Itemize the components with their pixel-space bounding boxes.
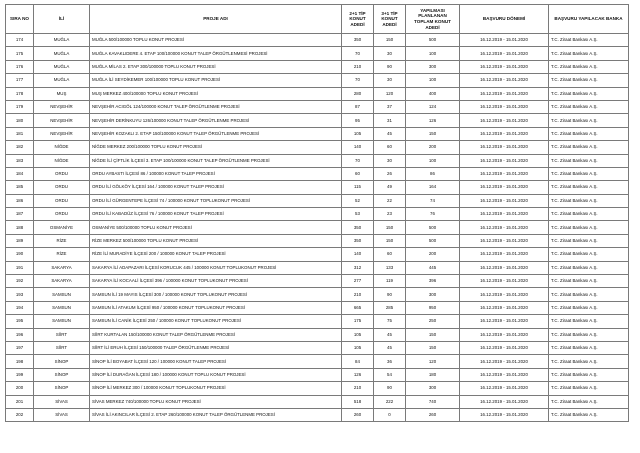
cell-basvuru-donemi: 16.12.2019 - 15.01.2020 bbox=[460, 355, 549, 368]
header-banka: BAŞVURU YAPILACAK BANKA bbox=[549, 5, 629, 34]
cell-il: SAKARYA bbox=[34, 261, 90, 274]
cell-sira-no: 200 bbox=[6, 382, 34, 395]
cell-sira-no: 193 bbox=[6, 288, 34, 301]
table-row bbox=[6, 408, 629, 421]
cell-sira-no: 179 bbox=[6, 100, 34, 113]
cell-sira-no: 176 bbox=[6, 60, 34, 73]
cell-basvuru-donemi: 16.12.2019 - 15.01.2020 bbox=[460, 74, 549, 87]
cell-banka: T.C. Ziraat Bankası A.Ş. bbox=[549, 301, 629, 314]
cell-banka: T.C. Ziraat Bankası A.Ş. bbox=[549, 181, 629, 194]
cell-banka: T.C. Ziraat Bankası A.Ş. bbox=[549, 248, 629, 261]
cell-konut-2-1: 70 bbox=[342, 47, 374, 60]
cell-il: SİVAS bbox=[34, 408, 90, 421]
cell-basvuru-donemi: 16.12.2019 - 15.01.2020 bbox=[460, 234, 549, 247]
header-konut-2-1: 2+1 TİP KONUT ADEDİ bbox=[342, 5, 374, 34]
table-row bbox=[6, 74, 629, 87]
cell-basvuru-donemi: 16.12.2019 - 15.01.2020 bbox=[460, 127, 549, 140]
cell-toplam-konut: 300 bbox=[406, 382, 460, 395]
table-row bbox=[6, 154, 629, 167]
table-row bbox=[6, 114, 629, 127]
cell-konut-3-1: 37 bbox=[374, 100, 406, 113]
cell-proje-adi: SAMSUN İLİ ATAKUM İLÇESİ 950 / 100000 KONUT TOPLUKONUT PROJESİ bbox=[90, 301, 342, 314]
cell-proje-adi: SAMSUN İLİ 19 MAYIS İLÇESİ 300 / 100000 KONUT TOPLUKONUT PROJESİ bbox=[90, 288, 342, 301]
cell-konut-3-1: 30 bbox=[374, 154, 406, 167]
project-table-sheet bbox=[5, 4, 628, 422]
cell-banka: T.C. Ziraat Bankası A.Ş. bbox=[549, 221, 629, 234]
cell-basvuru-donemi: 16.12.2019 - 15.01.2020 bbox=[460, 368, 549, 381]
cell-konut-3-1: 90 bbox=[374, 60, 406, 73]
header-row bbox=[6, 5, 629, 34]
cell-konut-2-1: 312 bbox=[342, 261, 374, 274]
cell-banka: T.C. Ziraat Bankası A.Ş. bbox=[549, 114, 629, 127]
header-proje-adi: PROJE ADI bbox=[90, 5, 342, 34]
cell-il: SİVAS bbox=[34, 395, 90, 408]
cell-konut-3-1: 49 bbox=[374, 181, 406, 194]
cell-basvuru-donemi: 16.12.2019 - 15.01.2020 bbox=[460, 87, 549, 100]
cell-basvuru-donemi: 16.12.2019 - 15.01.2020 bbox=[460, 341, 549, 354]
cell-basvuru-donemi: 16.12.2019 - 15.01.2020 bbox=[460, 60, 549, 73]
cell-sira-no: 190 bbox=[6, 248, 34, 261]
table-row bbox=[6, 301, 629, 314]
table-row bbox=[6, 181, 629, 194]
cell-toplam-konut: 164 bbox=[406, 181, 460, 194]
cell-proje-adi: MUĞLA KAVAKLIDERE 4. ETAP 100/100000 KONUT TALEP ÖRGÜTLENMESİ PROJESİ bbox=[90, 47, 342, 60]
cell-il: SAMSUN bbox=[34, 288, 90, 301]
cell-il: NİĞDE bbox=[34, 154, 90, 167]
cell-basvuru-donemi: 16.12.2019 - 15.01.2020 bbox=[460, 167, 549, 180]
cell-toplam-konut: 396 bbox=[406, 275, 460, 288]
table-row bbox=[6, 34, 629, 47]
cell-proje-adi: ORDU AYBASTI İLÇESİ 86 / 100000 KONUT TALEP PROJESİ bbox=[90, 167, 342, 180]
table-row bbox=[6, 194, 629, 207]
cell-konut-3-1: 30 bbox=[374, 74, 406, 87]
cell-il: NEVŞEHİR bbox=[34, 127, 90, 140]
cell-proje-adi: MUĞLA 500/100000 TOPLU KONUT PROJESİ bbox=[90, 34, 342, 47]
cell-toplam-konut: 500 bbox=[406, 234, 460, 247]
cell-banka: T.C. Ziraat Bankası A.Ş. bbox=[549, 74, 629, 87]
cell-proje-adi: SİİRT İLİ ERUH İLÇESİ 150/100000 TALEP ÖRGÜTLENME PROJESİ bbox=[90, 341, 342, 354]
cell-il: SAKARYA bbox=[34, 275, 90, 288]
cell-proje-adi: RİZE MERKEZ 500/100000 TOPLU KONUT PROJESİ bbox=[90, 234, 342, 247]
cell-konut-3-1: 90 bbox=[374, 288, 406, 301]
cell-konut-3-1: 60 bbox=[374, 141, 406, 154]
cell-banka: T.C. Ziraat Bankası A.Ş. bbox=[549, 382, 629, 395]
cell-proje-adi: NEVŞEHİR KOZAKLI 2. ETAP 150/100000 KONUT TALEP ÖRGÜTLENME PROJESİ bbox=[90, 127, 342, 140]
cell-il: ORDU bbox=[34, 194, 90, 207]
cell-konut-3-1: 119 bbox=[374, 275, 406, 288]
cell-proje-adi: RİZE İLİ MURADİYE İLÇESİ 200 / 100000 KONUT TALEP PROJESİ bbox=[90, 248, 342, 261]
cell-basvuru-donemi: 16.12.2019 - 15.01.2020 bbox=[460, 275, 549, 288]
cell-banka: T.C. Ziraat Bankası A.Ş. bbox=[549, 328, 629, 341]
cell-basvuru-donemi: 16.12.2019 - 15.01.2020 bbox=[460, 47, 549, 60]
cell-konut-2-1: 53 bbox=[342, 208, 374, 221]
cell-banka: T.C. Ziraat Bankası A.Ş. bbox=[549, 261, 629, 274]
cell-konut-3-1: 45 bbox=[374, 341, 406, 354]
cell-konut-2-1: 126 bbox=[342, 368, 374, 381]
cell-basvuru-donemi: 16.12.2019 - 15.01.2020 bbox=[460, 141, 549, 154]
cell-toplam-konut: 100 bbox=[406, 74, 460, 87]
cell-konut-2-1: 105 bbox=[342, 127, 374, 140]
cell-konut-2-1: 210 bbox=[342, 382, 374, 395]
cell-proje-adi: MUŞ MERKEZ 400/100000 TOPLU KONUT PROJESİ bbox=[90, 87, 342, 100]
header-ili: İLİ bbox=[34, 5, 90, 34]
cell-il: MUĞLA bbox=[34, 60, 90, 73]
cell-proje-adi: SAKARYA İLİ KOCAALİ İLÇESİ 396 / 100000 KONUT TOPLUKONUT PROJESİ bbox=[90, 275, 342, 288]
cell-sira-no: 202 bbox=[6, 408, 34, 421]
cell-il: MUĞLA bbox=[34, 34, 90, 47]
cell-banka: T.C. Ziraat Bankası A.Ş. bbox=[549, 315, 629, 328]
cell-sira-no: 178 bbox=[6, 87, 34, 100]
cell-toplam-konut: 445 bbox=[406, 261, 460, 274]
cell-toplam-konut: 400 bbox=[406, 87, 460, 100]
housing-project-table bbox=[5, 4, 629, 422]
cell-il: RİZE bbox=[34, 248, 90, 261]
table-row bbox=[6, 248, 629, 261]
cell-konut-2-1: 60 bbox=[342, 167, 374, 180]
cell-konut-3-1: 22 bbox=[374, 194, 406, 207]
cell-toplam-konut: 740 bbox=[406, 395, 460, 408]
cell-sira-no: 183 bbox=[6, 154, 34, 167]
cell-sira-no: 192 bbox=[6, 275, 34, 288]
cell-banka: T.C. Ziraat Bankası A.Ş. bbox=[549, 395, 629, 408]
cell-basvuru-donemi: 16.12.2019 - 15.01.2020 bbox=[460, 301, 549, 314]
cell-konut-3-1: 222 bbox=[374, 395, 406, 408]
cell-konut-2-1: 140 bbox=[342, 141, 374, 154]
table-row bbox=[6, 275, 629, 288]
cell-il: SİİRT bbox=[34, 341, 90, 354]
cell-sira-no: 181 bbox=[6, 127, 34, 140]
cell-konut-2-1: 350 bbox=[342, 221, 374, 234]
table-row bbox=[6, 208, 629, 221]
cell-konut-2-1: 280 bbox=[342, 87, 374, 100]
cell-toplam-konut: 300 bbox=[406, 60, 460, 73]
cell-proje-adi: SİNOP İLİ BOYABAT İLÇESİ 120 / 100000 KONUT TALEP PROJESİ bbox=[90, 355, 342, 368]
cell-sira-no: 196 bbox=[6, 328, 34, 341]
cell-proje-adi: MUĞLA MİLAS 2. ETAP 300/100000 TOPLU KONUT PROJESİ bbox=[90, 60, 342, 73]
cell-banka: T.C. Ziraat Bankası A.Ş. bbox=[549, 288, 629, 301]
cell-sira-no: 189 bbox=[6, 234, 34, 247]
cell-il: MUĞLA bbox=[34, 47, 90, 60]
cell-banka: T.C. Ziraat Bankası A.Ş. bbox=[549, 141, 629, 154]
cell-konut-2-1: 665 bbox=[342, 301, 374, 314]
cell-basvuru-donemi: 16.12.2019 - 15.01.2020 bbox=[460, 395, 549, 408]
cell-il: OSMANİYE bbox=[34, 221, 90, 234]
cell-konut-3-1: 150 bbox=[374, 234, 406, 247]
cell-toplam-konut: 500 bbox=[406, 221, 460, 234]
cell-il: NİĞDE bbox=[34, 141, 90, 154]
table-body bbox=[6, 34, 629, 422]
table-row bbox=[6, 288, 629, 301]
cell-sira-no: 174 bbox=[6, 34, 34, 47]
table-row bbox=[6, 141, 629, 154]
cell-konut-2-1: 52 bbox=[342, 194, 374, 207]
table-row bbox=[6, 87, 629, 100]
cell-konut-2-1: 95 bbox=[342, 114, 374, 127]
cell-konut-3-1: 90 bbox=[374, 382, 406, 395]
cell-konut-2-1: 84 bbox=[342, 355, 374, 368]
header-sira-no: SIRA NO bbox=[6, 5, 34, 34]
cell-toplam-konut: 124 bbox=[406, 100, 460, 113]
cell-il: ORDU bbox=[34, 167, 90, 180]
table-row bbox=[6, 368, 629, 381]
cell-il: MUĞLA bbox=[34, 74, 90, 87]
cell-konut-2-1: 210 bbox=[342, 288, 374, 301]
cell-il: SAMSUN bbox=[34, 301, 90, 314]
cell-banka: T.C. Ziraat Bankası A.Ş. bbox=[549, 127, 629, 140]
cell-toplam-konut: 126 bbox=[406, 114, 460, 127]
cell-konut-2-1: 70 bbox=[342, 74, 374, 87]
cell-banka: T.C. Ziraat Bankası A.Ş. bbox=[549, 34, 629, 47]
cell-toplam-konut: 200 bbox=[406, 141, 460, 154]
cell-toplam-konut: 180 bbox=[406, 368, 460, 381]
cell-proje-adi: SİVAS İLİ AKINCILAR İLÇESİ 2. ETAP 260/100000 KONUT TALEP ÖRGÜTLENME PROJESİ bbox=[90, 408, 342, 421]
cell-banka: T.C. Ziraat Bankası A.Ş. bbox=[549, 154, 629, 167]
cell-banka: T.C. Ziraat Bankası A.Ş. bbox=[549, 368, 629, 381]
cell-konut-3-1: 150 bbox=[374, 34, 406, 47]
cell-toplam-konut: 120 bbox=[406, 355, 460, 368]
cell-konut-2-1: 518 bbox=[342, 395, 374, 408]
cell-konut-3-1: 0 bbox=[374, 408, 406, 421]
cell-il: SİNOP bbox=[34, 382, 90, 395]
cell-konut-3-1: 26 bbox=[374, 167, 406, 180]
cell-proje-adi: SİNOP İLİ DURAĞAN İLÇESİ 180 / 100000 KONUT TOPLU KONUT PROJESİ bbox=[90, 368, 342, 381]
table-row bbox=[6, 395, 629, 408]
table-row bbox=[6, 234, 629, 247]
cell-sira-no: 198 bbox=[6, 355, 34, 368]
cell-toplam-konut: 250 bbox=[406, 315, 460, 328]
table-row bbox=[6, 167, 629, 180]
cell-sira-no: 184 bbox=[6, 167, 34, 180]
cell-toplam-konut: 260 bbox=[406, 408, 460, 421]
cell-konut-3-1: 54 bbox=[374, 368, 406, 381]
cell-toplam-konut: 100 bbox=[406, 154, 460, 167]
cell-sira-no: 185 bbox=[6, 181, 34, 194]
cell-basvuru-donemi: 16.12.2019 - 15.01.2020 bbox=[460, 100, 549, 113]
cell-toplam-konut: 950 bbox=[406, 301, 460, 314]
cell-toplam-konut: 150 bbox=[406, 328, 460, 341]
cell-banka: T.C. Ziraat Bankası A.Ş. bbox=[549, 194, 629, 207]
cell-sira-no: 186 bbox=[6, 194, 34, 207]
cell-banka: T.C. Ziraat Bankası A.Ş. bbox=[549, 355, 629, 368]
cell-konut-3-1: 31 bbox=[374, 114, 406, 127]
cell-basvuru-donemi: 16.12.2019 - 15.01.2020 bbox=[460, 194, 549, 207]
cell-konut-3-1: 133 bbox=[374, 261, 406, 274]
cell-konut-3-1: 36 bbox=[374, 355, 406, 368]
cell-toplam-konut: 76 bbox=[406, 208, 460, 221]
table-row bbox=[6, 328, 629, 341]
cell-konut-2-1: 277 bbox=[342, 275, 374, 288]
header-konut-3-1: 3+1 TİP KONUT ADEDİ bbox=[374, 5, 406, 34]
cell-konut-3-1: 30 bbox=[374, 47, 406, 60]
cell-konut-2-1: 87 bbox=[342, 100, 374, 113]
cell-toplam-konut: 74 bbox=[406, 194, 460, 207]
cell-proje-adi: MUĞLA İLİ SEYDİKEMER 100/100000 TOPLU KONUT PROJESİ bbox=[90, 74, 342, 87]
cell-il: SİNOP bbox=[34, 355, 90, 368]
cell-sira-no: 191 bbox=[6, 261, 34, 274]
cell-proje-adi: OSMANİYE 500/100000 TOPLU KONUT PROJESİ bbox=[90, 221, 342, 234]
cell-konut-2-1: 350 bbox=[342, 34, 374, 47]
cell-banka: T.C. Ziraat Bankası A.Ş. bbox=[549, 408, 629, 421]
cell-banka: T.C. Ziraat Bankası A.Ş. bbox=[549, 167, 629, 180]
cell-sira-no: 201 bbox=[6, 395, 34, 408]
cell-toplam-konut: 86 bbox=[406, 167, 460, 180]
cell-proje-adi: SİVAS MERKEZ 740/100000 TOPLU KONUT PROJESİ bbox=[90, 395, 342, 408]
cell-konut-2-1: 175 bbox=[342, 315, 374, 328]
cell-basvuru-donemi: 16.12.2019 - 15.01.2020 bbox=[460, 208, 549, 221]
table-row bbox=[6, 315, 629, 328]
cell-proje-adi: NEVŞEHİR DERİNKUYU 126/100000 KONUT TALEP ÖRGÜTLENME PROJESİ bbox=[90, 114, 342, 127]
cell-toplam-konut: 150 bbox=[406, 341, 460, 354]
cell-proje-adi: NİĞDE MERKEZ 200/100000 TOPLU KONUT PROJESİ bbox=[90, 141, 342, 154]
cell-sira-no: 194 bbox=[6, 301, 34, 314]
cell-basvuru-donemi: 16.12.2019 - 15.01.2020 bbox=[460, 248, 549, 261]
cell-sira-no: 182 bbox=[6, 141, 34, 154]
cell-konut-3-1: 60 bbox=[374, 248, 406, 261]
cell-konut-3-1: 285 bbox=[374, 301, 406, 314]
cell-basvuru-donemi: 16.12.2019 - 15.01.2020 bbox=[460, 34, 549, 47]
cell-basvuru-donemi: 16.12.2019 - 15.01.2020 bbox=[460, 288, 549, 301]
table-row bbox=[6, 127, 629, 140]
cell-sira-no: 180 bbox=[6, 114, 34, 127]
cell-banka: T.C. Ziraat Bankası A.Ş. bbox=[549, 87, 629, 100]
cell-il: MUŞ bbox=[34, 87, 90, 100]
cell-il: RİZE bbox=[34, 234, 90, 247]
cell-basvuru-donemi: 16.12.2019 - 15.01.2020 bbox=[460, 315, 549, 328]
cell-toplam-konut: 300 bbox=[406, 288, 460, 301]
cell-sira-no: 195 bbox=[6, 315, 34, 328]
table-row bbox=[6, 341, 629, 354]
cell-il: SİİRT bbox=[34, 328, 90, 341]
cell-konut-2-1: 70 bbox=[342, 154, 374, 167]
cell-proje-adi: NİĞDE İLİ ÇİFTLİK İLÇESİ 3. ETAP 100/100000 KONUT TALEP ÖRGÜTLENME PROJESİ bbox=[90, 154, 342, 167]
cell-banka: T.C. Ziraat Bankası A.Ş. bbox=[549, 100, 629, 113]
cell-konut-2-1: 210 bbox=[342, 60, 374, 73]
cell-konut-3-1: 23 bbox=[374, 208, 406, 221]
cell-basvuru-donemi: 16.12.2019 - 15.01.2020 bbox=[460, 181, 549, 194]
cell-sira-no: 197 bbox=[6, 341, 34, 354]
cell-sira-no: 187 bbox=[6, 208, 34, 221]
cell-banka: T.C. Ziraat Bankası A.Ş. bbox=[549, 47, 629, 60]
header-toplam-konut: YAPILMASI PLANLANAN TOPLAM KONUT ADEDİ bbox=[406, 5, 460, 34]
cell-proje-adi: SAKARYA İLİ ADAPAZARI İLÇESİ KORUCUK 445 / 100000 KONUT TOPLUKONUT PROJESİ bbox=[90, 261, 342, 274]
cell-toplam-konut: 500 bbox=[406, 34, 460, 47]
cell-basvuru-donemi: 16.12.2019 - 15.01.2020 bbox=[460, 154, 549, 167]
header-basvuru-donemi: BAŞVURU DÖNEMİ bbox=[460, 5, 549, 34]
cell-konut-3-1: 150 bbox=[374, 221, 406, 234]
cell-basvuru-donemi: 16.12.2019 - 15.01.2020 bbox=[460, 408, 549, 421]
cell-proje-adi: ORDU İLİ GÖLKÖY İLÇESİ 164 / 100000 KONUT TALEP PROJESİ bbox=[90, 181, 342, 194]
cell-sira-no: 177 bbox=[6, 74, 34, 87]
cell-banka: T.C. Ziraat Bankası A.Ş. bbox=[549, 208, 629, 221]
cell-konut-3-1: 75 bbox=[374, 315, 406, 328]
cell-proje-adi: SİNOP İLİ MERKEZ 300 / 100000 KONUT TOPLUKONUT PROJESİ bbox=[90, 382, 342, 395]
cell-banka: T.C. Ziraat Bankası A.Ş. bbox=[549, 275, 629, 288]
cell-konut-2-1: 105 bbox=[342, 341, 374, 354]
cell-banka: T.C. Ziraat Bankası A.Ş. bbox=[549, 234, 629, 247]
cell-banka: T.C. Ziraat Bankası A.Ş. bbox=[549, 60, 629, 73]
table-row bbox=[6, 221, 629, 234]
cell-konut-3-1: 45 bbox=[374, 328, 406, 341]
table-row bbox=[6, 60, 629, 73]
cell-sira-no: 188 bbox=[6, 221, 34, 234]
table-row bbox=[6, 355, 629, 368]
cell-toplam-konut: 100 bbox=[406, 47, 460, 60]
cell-il: NEVŞEHİR bbox=[34, 100, 90, 113]
cell-basvuru-donemi: 16.12.2019 - 15.01.2020 bbox=[460, 114, 549, 127]
cell-proje-adi: SİİRT KURTALAN 150/100000 KONUT TALEP ÖRGÜTLENME PROJESİ bbox=[90, 328, 342, 341]
cell-konut-3-1: 120 bbox=[374, 87, 406, 100]
cell-sira-no: 199 bbox=[6, 368, 34, 381]
cell-basvuru-donemi: 16.12.2019 - 15.01.2020 bbox=[460, 261, 549, 274]
table-row bbox=[6, 100, 629, 113]
cell-il: ORDU bbox=[34, 208, 90, 221]
cell-proje-adi: NEVŞEHİR ACIGÖL 124/100000 KONUT TALEP ÖRGÜTLENME PROJESİ bbox=[90, 100, 342, 113]
cell-proje-adi: SAMSUN İLİ CANİK İLÇESİ 250 / 100000 KONUT TOPLUKONUT PROJESİ bbox=[90, 315, 342, 328]
cell-konut-2-1: 105 bbox=[342, 328, 374, 341]
cell-konut-2-1: 350 bbox=[342, 234, 374, 247]
cell-konut-3-1: 45 bbox=[374, 127, 406, 140]
cell-proje-adi: ORDU İLİ GÜRGENTEPE İLÇESİ 74 / 100000 KONUT TOPLUKONUT PROJESİ bbox=[90, 194, 342, 207]
cell-konut-2-1: 140 bbox=[342, 248, 374, 261]
cell-toplam-konut: 150 bbox=[406, 127, 460, 140]
cell-il: SİNOP bbox=[34, 368, 90, 381]
cell-il: SAMSUN bbox=[34, 315, 90, 328]
table-row bbox=[6, 261, 629, 274]
cell-basvuru-donemi: 16.12.2019 - 15.01.2020 bbox=[460, 382, 549, 395]
cell-proje-adi: ORDU İLİ KABADÜZ İLÇESİ 76 / 100000 KONUT TALEP PROJESİ bbox=[90, 208, 342, 221]
cell-sira-no: 175 bbox=[6, 47, 34, 60]
cell-il: ORDU bbox=[34, 181, 90, 194]
cell-konut-2-1: 260 bbox=[342, 408, 374, 421]
cell-banka: T.C. Ziraat Bankası A.Ş. bbox=[549, 341, 629, 354]
cell-il: NEVŞEHİR bbox=[34, 114, 90, 127]
cell-basvuru-donemi: 16.12.2019 - 15.01.2020 bbox=[460, 221, 549, 234]
table-row bbox=[6, 382, 629, 395]
cell-konut-2-1: 115 bbox=[342, 181, 374, 194]
cell-basvuru-donemi: 16.12.2019 - 15.01.2020 bbox=[460, 328, 549, 341]
table-row bbox=[6, 47, 629, 60]
cell-toplam-konut: 200 bbox=[406, 248, 460, 261]
